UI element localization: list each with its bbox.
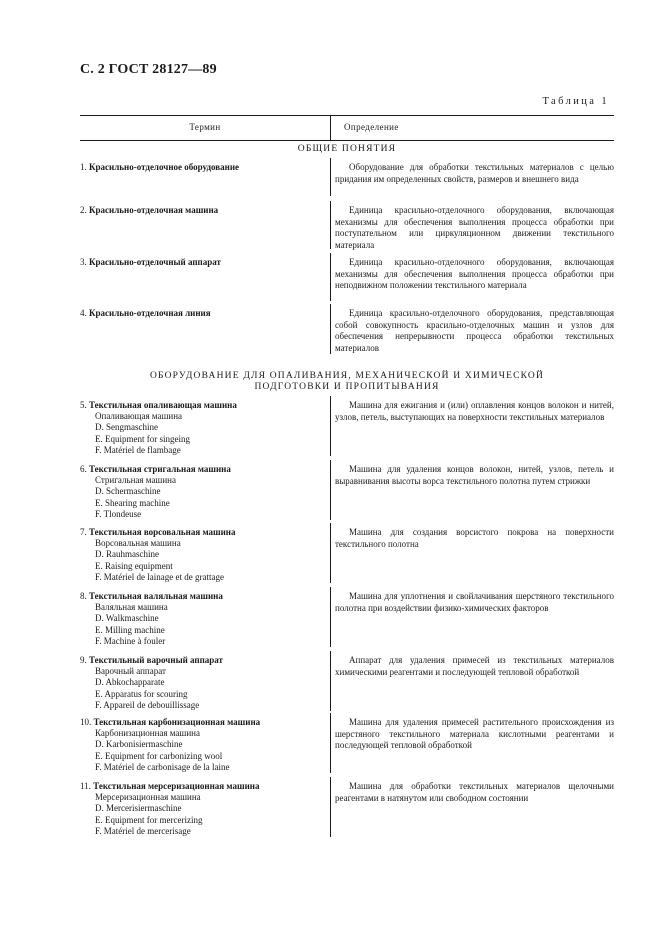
row-divider <box>330 396 331 456</box>
term-name: Красильно-отделочная машина <box>89 205 219 215</box>
term-english: E. Equipment for singeing <box>95 433 190 444</box>
table-row-definition: Оборудование для обработки текстильных материалов с целью придания им определенных свойств, размеров и внешнего вида <box>335 162 614 184</box>
row-divider <box>330 253 331 301</box>
term-german: D. Rauhmaschine <box>95 549 159 560</box>
term-german: D. Schermaschine <box>95 486 161 497</box>
term-name: Текстильная мерсеризационная машина <box>93 781 260 791</box>
table-row-definition: Машина для удаления концов волокон, нитей, узлов, петель и выравнивания высоты ворса текстильного полотна путем стрижки <box>335 464 614 486</box>
table-row-term: 1. Красильно-отделочное оборудование <box>80 162 240 172</box>
table-row-term: 11. Текстильная мерсеризационная машина Мерсеризационная машина D. Mercerisiermaschine E. Equipment for mercerizing F. Matériel de mercerisage <box>80 781 326 837</box>
term-english: E. Equipment for carbonizing wool <box>95 750 223 761</box>
row-divider <box>330 651 331 711</box>
term-french: F. Matériel de carbonisage de la laine <box>95 761 230 772</box>
term-synonym: Ворсовальная машина <box>95 538 181 549</box>
term-synonym: Опаливающая машина <box>95 411 183 422</box>
term-german: D. Sengmaschine <box>95 422 158 433</box>
table-row-definition: Машина для обработки текстильных материалов щелочными реагентами в натянутом или свободном состоянии <box>335 781 614 803</box>
term-name: Красильно-отделочный аппарат <box>89 257 221 267</box>
term-synonym: Варочный аппарат <box>95 666 166 677</box>
table-row-term: 3. Красильно-отделочный аппарат <box>80 257 221 267</box>
term-name: Текстильная карбонизационная машина <box>93 717 261 727</box>
column-header-definition: Определение <box>344 122 399 132</box>
section-title-singeing: ОБОРУДОВАНИЕ ДЛЯ ОПАЛИВАНИЯ, МЕХАНИЧЕСКОЙ И ХИМИЧЕСКОЙ ПОДГОТОВКИ И ПРОПИТЫВАНИЯ <box>149 371 545 392</box>
table-row-term: 6. Текстильная стригальная машина Стригальная машина D. Schermaschine E. Shearing machine F. Tlondeuse <box>80 464 326 520</box>
table-row-term: 8. Текстильная валяльная машина Валяльная машина D. Walkmaschine E. Milling machine F. Machine à fouler <box>80 591 326 647</box>
table-row-definition: Единица красильно-отделочного оборудования, включающая механизмы для обеспечения выполнения процесса обработки при неподвижном положении текстильного материала <box>335 257 614 290</box>
table-row-definition: Единица красильно-отделочного оборудования, включающая механизмы для обеспечения выполнения процесса обработки при поступательном или циркуляционном движении текстильного материала <box>335 205 614 250</box>
row-divider <box>330 460 331 520</box>
page-header: С. 2 ГОСТ 28127—89 <box>80 62 217 77</box>
term-german: D. Abkochapparate <box>95 677 165 688</box>
term-name: Текстильная ворсовальная машина <box>89 527 236 537</box>
term-synonym: Карбонизационная машина <box>95 728 200 739</box>
term-english: E. Raising equipment <box>95 560 173 571</box>
table-caption: Таблица 1 <box>542 96 609 107</box>
term-synonym: Мерсеризационная машина <box>95 792 201 803</box>
term-name: Текстильная стригальная машина <box>89 464 231 474</box>
term-name: Текстильная валяльная машина <box>89 591 223 601</box>
table-row-term: 7. Текстильная ворсовальная машина Ворсовальная машина D. Rauhmaschine E. Raising equipment F. Matériel de lainage et de grattage <box>80 527 326 583</box>
table-row-term: 10. Текстильная карбонизационная машина Карбонизационная машина D. Karbonisiermaschine E. Equipment for carbonizing wool F. Matériel de carbonisage de la laine <box>80 717 326 773</box>
table-row-term: 5. Текстильная опаливающая машина Опаливающая машина D. Sengmaschine E. Equipment for singeing F. Matériel de flambage <box>80 400 326 456</box>
row-divider <box>330 777 331 837</box>
column-header-term: Термин <box>189 122 221 132</box>
table-top-rule <box>80 115 614 116</box>
table-row-definition: Машина для ежигания и (или) оплавления концов волокон и нитей, узлов, петель, выступающих на поверхности текстильных материалов <box>335 400 614 422</box>
row-divider <box>330 201 331 249</box>
table-row-definition: Единица красильно-отделочного оборудования, представляющая собой совокупность красильно-отделочных машин и узлов для обеспечения непрерывности процесса обработки текстильных материалов <box>335 308 614 353</box>
term-name: Красильно-отделочное оборудование <box>89 162 240 172</box>
table-row-term: 9. Текстильный варочный аппарат Варочный аппарат D. Abkochapparate E. Apparatus for scouring F. Appareil de debouillissage <box>80 655 326 711</box>
term-name: Красильно-отделочная линия <box>89 308 211 318</box>
table-row-definition: Машина для создания ворсистого покрова на поверхности текстильного полотна <box>335 527 614 549</box>
term-german: D. Mercerisiermaschine <box>95 803 182 814</box>
table-row-term: 4. Красильно-отделочная линия <box>80 308 211 318</box>
table-row-definition: Машина для уплотнения и свойлачивания шерстяного текстильного полотна при воздействии физико-химических факторов <box>335 591 614 613</box>
term-french: F. Machine à fouler <box>95 635 166 646</box>
row-divider <box>330 587 331 647</box>
table-row-definition: Аппарат для удаления примесей из текстильных материалов химическими реагентами и последующей тепловой обработкой <box>335 655 614 677</box>
table-row-definition: Машина для удаления примесей растительного происхождения из шерстяного текстильного материала кислотными реагентами и последующей тепловой обработкой <box>335 717 614 750</box>
term-english: E. Apparatus for scouring <box>95 688 188 699</box>
row-divider <box>330 523 331 583</box>
term-name: Текстильный варочный аппарат <box>89 655 223 665</box>
row-divider <box>330 158 331 196</box>
term-english: E. Milling machine <box>95 624 165 635</box>
table-row-term: 2. Красильно-отделочная машина <box>80 205 219 215</box>
term-name: Текстильная опаливающая машина <box>89 400 237 410</box>
section-title-general: ОБЩИЕ ПОНЯТИЯ <box>297 144 397 154</box>
term-english: E. Shearing machine <box>95 497 170 508</box>
term-french: F. Tlondeuse <box>95 508 142 519</box>
term-german: D. Walkmaschine <box>95 613 159 624</box>
term-french: F. Matériel de flambage <box>95 444 181 455</box>
term-french: F. Matériel de lainage et de grattage <box>95 571 224 582</box>
term-synonym: Валяльная машина <box>95 602 168 613</box>
term-german: D. Karbonisiermaschine <box>95 739 183 750</box>
term-synonym: Стригальная машина <box>95 475 176 486</box>
term-english: E. Equipment for mercerizing <box>95 814 203 825</box>
row-divider <box>330 713 331 773</box>
table-header-rule <box>80 140 614 141</box>
term-french: F. Appareil de debouillissage <box>95 699 200 710</box>
row-divider <box>330 304 331 354</box>
term-french: F. Matériel de mercerisage <box>95 825 191 836</box>
